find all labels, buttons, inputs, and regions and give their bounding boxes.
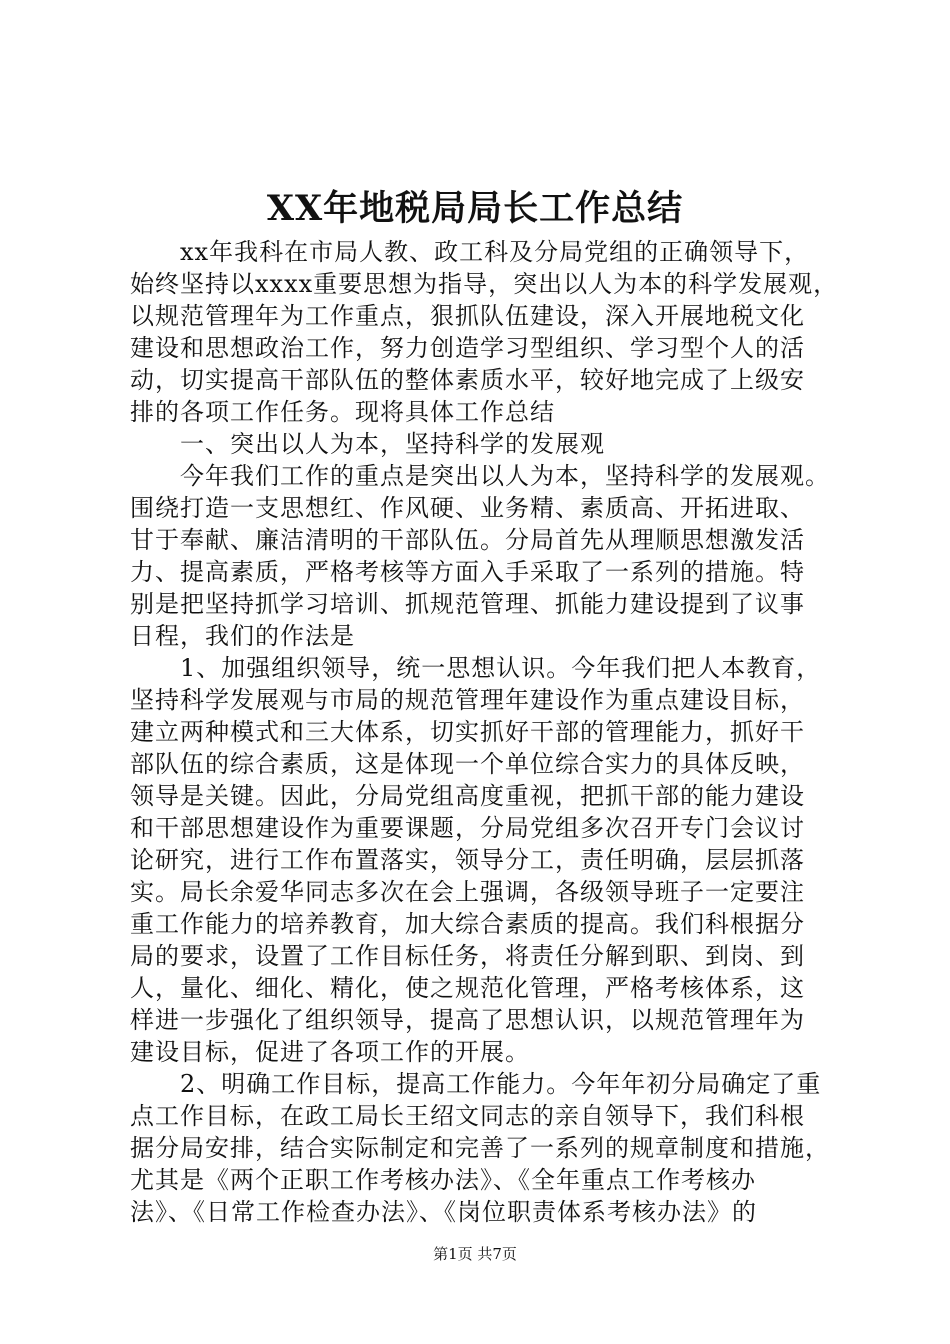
text-line: 排的各项工作任务。现将具体工作总结 — [130, 398, 555, 426]
text-line: 甘于奉献、廉洁清明的干部队伍。分局首先从理顺思想激发活 — [130, 526, 805, 554]
text-line: 据分局安排，结合实际制定和完善了一系列的规章制度和措施， — [130, 1134, 830, 1162]
text-line: 尤其是《两个正职工作考核办法》、《全年重点工作考核办 — [130, 1166, 756, 1194]
text-line: 以规范管理年为工作重点，狠抓队伍建设，深入开展地税文化 — [130, 302, 805, 330]
text-line: 动，切实提高干部队伍的整体素质水平，较好地完成了上级安 — [130, 366, 805, 394]
text-line: 局的要求，设置了工作目标任务，将责任分解到职、到岗、到 — [130, 942, 805, 970]
text-line: 领导是关键。因此，分局党组高度重视，把抓干部的能力建设 — [130, 782, 805, 810]
text-line: 建立两种模式和三大体系，切实抓好干部的管理能力，抓好干 — [130, 718, 805, 746]
document-body — [130, 236, 842, 1228]
text-line: 别是把坚持抓学习培训、抓规范管理、抓能力建设提到了议事 — [130, 590, 805, 618]
page-footer: 第1页 共7页 — [433, 1245, 517, 1263]
text-line: 部队伍的综合素质，这是体现一个单位综合实力的具体反映， — [130, 750, 805, 778]
text-line: 2、明确工作目标，提高工作能力。今年年初分局确定了重 — [130, 1070, 822, 1098]
text-line: 实。局长余爱华同志多次在会上强调，各级领导班子一定要注 — [130, 878, 805, 906]
text-line: 力、提高素质，严格考核等方面入手采取了一系列的措施。特 — [130, 558, 805, 586]
text-line: 日程，我们的作法是 — [130, 622, 355, 650]
text-line: xx年我科在市局人教、政工科及分局党组的正确领导下， — [130, 238, 810, 266]
text-line: 论研究，进行工作布置落实，领导分工，责任明确，层层抓落 — [130, 846, 805, 874]
text-line: 始终坚持以xxxx重要思想为指导，突出以人为本的科学发展观， — [130, 270, 839, 298]
text-line: 一、突出以人为本，坚持科学的发展观 — [130, 430, 605, 458]
text-line: 重工作能力的培养教育，加大综合素质的提高。我们科根据分 — [130, 910, 805, 938]
text-line: 样进一步强化了组织领导，提高了思想认识，以规范管理年为 — [130, 1006, 805, 1034]
document-title: XX年地税局局长工作总结 — [266, 188, 684, 229]
document-lines — [130, 236, 842, 1228]
text-line: 建设目标，促进了各项工作的开展。 — [130, 1038, 530, 1066]
text-line: 建设和思想政治工作，努力创造学习型组织、学习型个人的活 — [130, 334, 805, 362]
text-line: 和干部思想建设作为重要课题，分局党组多次召开专门会议讨 — [130, 814, 805, 842]
text-line: 围绕打造一支思想红、作风硬、业务精、素质高、开拓进取、 — [130, 494, 805, 522]
text-line: 1、加强组织领导，统一思想认识。今年我们把人本教育， — [130, 654, 822, 682]
text-line: 人，量化、细化、精化，使之规范化管理，严格考核体系，这 — [130, 974, 805, 1002]
text-line: 坚持科学发展观与市局的规范管理年建设作为重点建设目标， — [130, 686, 805, 714]
text-line: 点工作目标，在政工局长王绍文同志的亲自领导下，我们科根 — [130, 1102, 805, 1130]
text-line: 法》、《日常工作检查办法》、《岗位职责体系考核办法》的 — [130, 1198, 757, 1226]
text-line: 今年我们工作的重点是突出以人为本，坚持科学的发展观。 — [130, 462, 830, 490]
